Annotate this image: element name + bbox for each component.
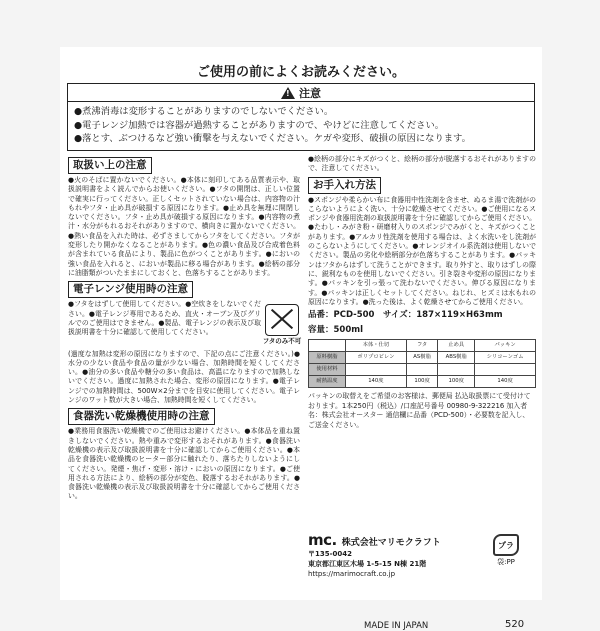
- microwave-icon-label: フタのみ不可: [262, 337, 302, 346]
- microwave-text-2: (過度な加熱は変形の原因になりますので、下記の点にご注意ください。)●水分の少ない食品や食品の量が少ない場合、加熱時間を短くしてください。●油分の多い食品や糖分の多い食品は、高温になりますので加熱しないでください。過度に加熱された場合、変形の原因になります。●電子レンジでの加熱時間は、500W×2分までを目安に使用してください。電子レンジのワット数が大きい場合、加熱時間を短くしてください。: [68, 349, 300, 405]
- handling-title: 取扱い上の注意: [68, 157, 152, 174]
- page-title: ご使用の前によくお読みください。: [196, 65, 405, 80]
- table-cell: ポリプロピレン: [345, 352, 406, 364]
- microwave-title: 電子レンジ使用時の注意: [68, 281, 193, 298]
- table-cell: [438, 364, 475, 376]
- product-spec: 品番：PCD-500 サイズ：187×119×H63mm: [308, 310, 503, 321]
- table-cell: シリコーンゴム: [475, 352, 536, 364]
- recycle-icon: プラ: [493, 534, 519, 556]
- caution-lines: [68, 102, 534, 150]
- caution-title: 注意: [299, 86, 321, 100]
- table-cell: 140度: [475, 376, 536, 388]
- caution-box: [67, 83, 535, 151]
- table-row-header: 使用材料: [309, 364, 346, 376]
- right-column: [308, 155, 536, 431]
- company-logo: mc.: [308, 531, 337, 549]
- table-cell: フタ: [406, 340, 437, 352]
- table-cell: [406, 364, 437, 376]
- table-cell: パッキン: [475, 340, 536, 352]
- table-row: [309, 352, 536, 364]
- table-row: [309, 364, 536, 376]
- microwave-text: ●フタをはずして使用してください。●空炊きをしないでください。●電子レンジ専用であるため、直火・オーブン及びグリルでのご使用はできません。●製品、電子レンジの表示及び取扱説明書を十分に確認して使用してください。: [68, 300, 261, 337]
- warning-icon: [281, 87, 295, 99]
- company-address: 東京都江東区木場 1-5-15 N棟 21階: [308, 560, 427, 568]
- table-row-header: 原料樹脂: [309, 352, 346, 364]
- dishwasher-text: ●業務用食器洗い乾燥機でのご使用はお避けください。●本体品を重ね置きしないでください。熱や重みで変形するおそれがあります。●食器洗い乾燥機の表示及び取扱説明書を十分に確認してからご使用ください。●本品を食器洗い乾燥機のヒーター部分に触れたり、落ちたりしないようにしてください。発煙・焦げ・変形・溶け・においの原因になります。●ご使用される方法により、絵柄の部分が変色、脱落するおそれがあります。●食器洗い乾燥機の表示及び取扱説明書を十分に確認してからご使用ください。: [68, 427, 300, 501]
- microwave-block: [68, 300, 300, 346]
- order-note: パッキンの取替えをご希望のお客様は、郵便局 払込取扱票にて受付けております。1本250円（税込）/口座記号番号 00980-9-322216 加入者名：株式会社オースター 通信欄に品番（PCD-500）・必要数を記入し、ご送金ください。: [308, 392, 531, 429]
- table-cell: 100度: [438, 376, 475, 388]
- table-cell: [309, 340, 346, 352]
- left-column: [68, 154, 300, 502]
- postal-code: 〒135-0042: [308, 550, 352, 558]
- table-cell: 140度: [345, 376, 406, 388]
- capacity-spec: 容量：500ml: [308, 325, 364, 336]
- dishwasher-title: 食器洗い乾燥機使用時の注意: [68, 408, 215, 425]
- table-cell: [345, 364, 406, 376]
- company-url: https://marimocraft.co.jp: [308, 570, 396, 578]
- recycle-label: 袋:PP: [497, 558, 515, 566]
- company-name: 株式会社マリモクラフト: [341, 538, 441, 548]
- materials-table: [308, 339, 536, 388]
- caution-header: [68, 84, 534, 102]
- recycle-mark: [488, 534, 524, 567]
- care-title: お手入れ方法: [308, 177, 381, 194]
- table-cell: 止め具: [438, 340, 475, 352]
- microwave-icon-box: [264, 300, 300, 346]
- caution-line: ●電子レンジ加熱では容器が過熱することがありますので、やけどに注意してください。: [74, 119, 445, 131]
- care-text: ●スポンジや柔らかい布に食器用中性洗剤を含ませ、ぬるま湯で洗剤がのこらないようによく洗い、十分に乾燥させてください。●ご使用になるスポンジや食器用洗剤の取扱説明書を十分に確認してからご使用ください。●たわし・みがき粉・研磨材入りのスポンジでみがくと、キズがつくことがあります。●アルカリ性洗剤を使用する場合は、よく水洗いをし洗剤がのこらないようにしてください。●オレンジオイル系洗剤は使用しないでください。製品の劣化や絵柄部分が色落ちすることがあります。●パッキンはフタからはずして洗うことができます。取り外すと、取りはずしの際に、鋭利なものを使用しないでください。引き裂きや変形の原因になります。●パッキンを引っ張って洗わないでください。伸びる原因になります。●パッキンは正しくセットしてください。ねじれ、ヒズミは水もれの原因になります。●洗った後は、よく乾燥させてからご使用ください。: [308, 195, 536, 306]
- table-row: [309, 376, 536, 388]
- table-cell: AS樹脂: [406, 352, 437, 364]
- table-cell: [475, 364, 536, 376]
- caution-line: ●落とす、ぶつけるなど強い衝撃を与えないでください。ケガや変形、破損の原因になります。: [74, 133, 471, 144]
- made-in-label: MADE IN JAPAN: [364, 621, 429, 631]
- table-cell: ABS樹脂: [438, 352, 475, 364]
- table-header-row: [309, 340, 536, 352]
- right-intro-text: ●絵柄の部分にキズがつくと、絵柄の部分が脱落するおそれがありますので、注意してください。: [308, 155, 536, 173]
- table-cell: 100度: [406, 376, 437, 388]
- caution-line: ●煮沸消毒は変形することがありますのでしないでください。: [74, 106, 334, 117]
- microwave-prohibited-icon: [265, 304, 299, 336]
- product-label: [60, 47, 542, 631]
- label-code: 520: [505, 619, 525, 630]
- table-row-header: 耐熱温度: [309, 376, 346, 388]
- table-cell: 本体・仕切: [345, 340, 406, 352]
- handling-text: ●火のそばに置かないでください。●本体に刻印してある品質表示や、取扱説明書をよく読んでからお使いください。●フタの開閉は、正しい位置で確実に行ってください。正しくセットされていない場合は、内容物の汁もれやフタ・止め具が破損する原因になります。●止め具を無理に開閉しないでください。フタ・止め具が破損する原因になります。●内容物の煮汁・水分がもれるおそれがありますので、横向きに置かないでください。●熱い食品を入れた時は、必ずさましてからフタをしてください。フタが変形したり開かなくなることがあります。●色の濃い食品及び合成着色料が含まれている食品により、製品に色がつくことがあります。●においの強い食品を入れると、においが製品に移る場合があります。●絵柄の部分に油脂類がついたままにしておくと、色落ちすることがあります。: [68, 176, 300, 277]
